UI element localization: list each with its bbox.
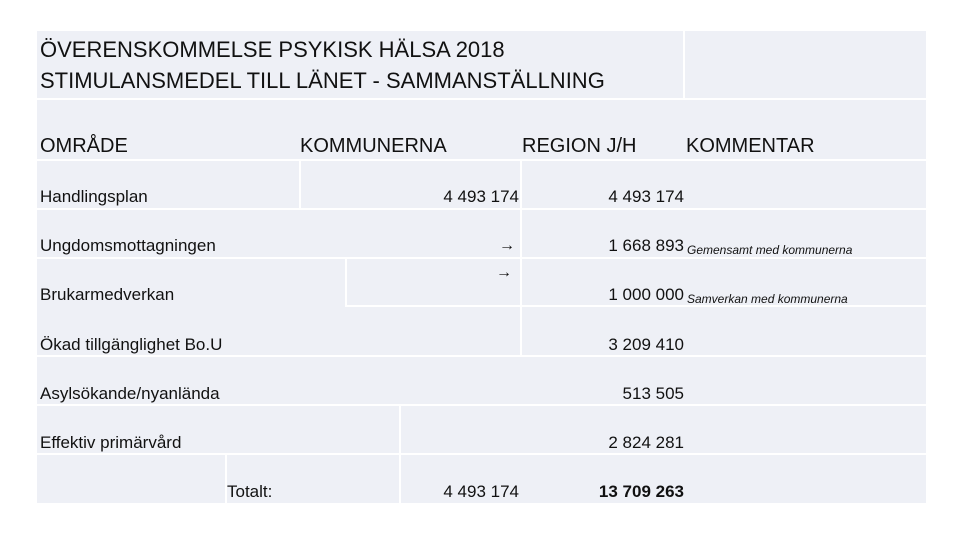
header-comment: KOMMENTAR [686, 135, 815, 157]
row-comment: Gemensamt med kommunerna [687, 243, 853, 257]
row-label-effektiv-primarvard: Effektiv primärvård [40, 433, 182, 452]
page-title-line-1: ÖVERENSKOMMELSE PSYKISK HÄLSA 2018 [40, 37, 505, 62]
grid-line [520, 159, 522, 355]
arrow-right-icon: → [496, 264, 512, 281]
grid-line [37, 159, 926, 161]
row-region-value: 513 505 [622, 384, 684, 403]
row-comment: Samverkan med kommunerna [687, 292, 848, 306]
row-label-handlingsplan: Handlingsplan [40, 187, 148, 206]
header-area: OMRÅDE [40, 135, 128, 157]
row-label-brukarmedverkan: Brukarmedverkan [40, 285, 175, 304]
row-region-value: 4 493 174 [608, 187, 684, 206]
grid-line [683, 31, 685, 98]
totals-region-value: 13 709 263 [598, 482, 684, 501]
row-label-asylsokande: Asylsökande/nyanlända [40, 384, 220, 403]
grid-line [345, 257, 347, 307]
summary-table [37, 31, 926, 503]
row-region-value: 1 000 000 [608, 285, 684, 304]
grid-line [299, 159, 301, 208]
row-region-value: 2 824 281 [608, 433, 684, 452]
row-label-ungdomsmottagningen: Ungdomsmottagningen [40, 236, 216, 255]
grid-line [37, 257, 926, 259]
arrow-right-icon: → [499, 237, 515, 254]
header-municipalities: KOMMUNERNA [300, 135, 447, 157]
row-region-value: 3 209 410 [608, 335, 684, 354]
totals-label: Totalt: [227, 482, 273, 501]
grid-line [37, 98, 926, 100]
row-municipalities-value: 4 493 174 [443, 187, 519, 206]
grid-line [399, 404, 401, 503]
totals-municipalities-value: 4 493 174 [443, 482, 519, 501]
page-title-line-2: STIMULANSMEDEL TILL LÄNET - SAMMANSTÄLLNING [40, 68, 605, 93]
header-region: REGION J/H [522, 135, 637, 157]
grid-line [37, 208, 926, 210]
row-label-okad-tillganglighet: Ökad tillgänglighet Bo.U [40, 335, 223, 354]
row-region-value: 1 668 893 [608, 236, 684, 255]
